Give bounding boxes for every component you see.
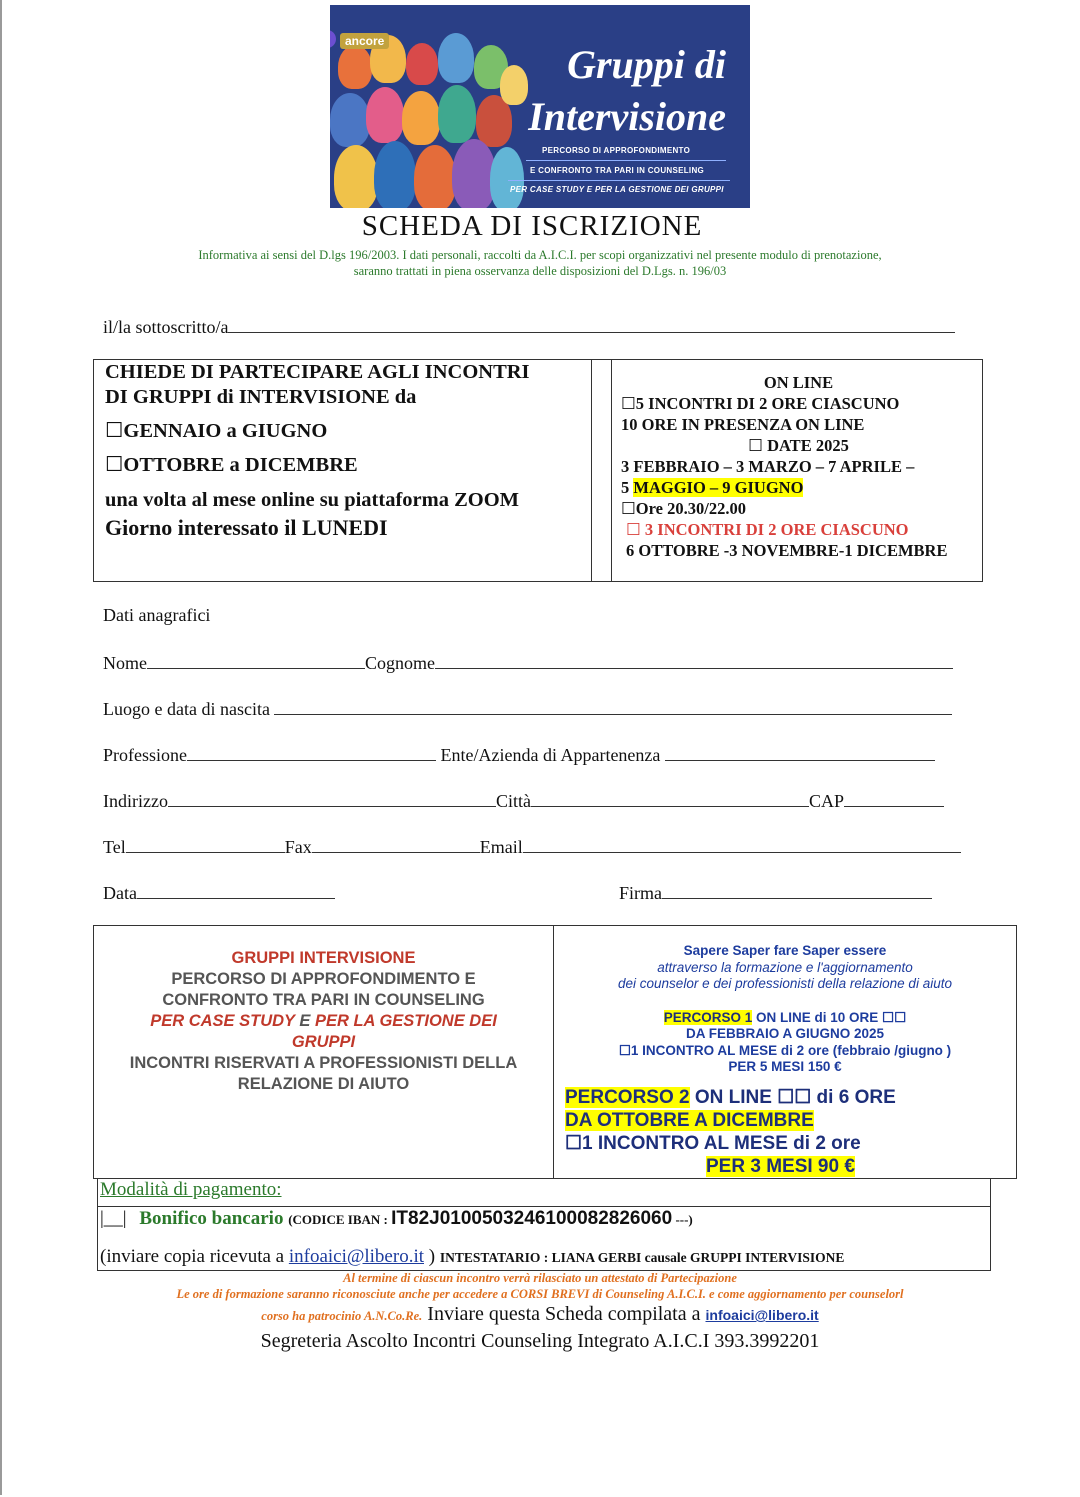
fax-input-line[interactable] [312,835,480,853]
professione-input-line[interactable] [187,743,436,761]
bank-transfer-row: |__| Bonifico bancario (CODICE IBAN : IT82J0100503246100082826060 ---) [100,1208,693,1229]
cap-input-line[interactable] [844,789,944,807]
form-title: SCHEDA DI ISCRIZIONE [361,210,703,242]
secretariat-contact: Segreteria Ascolto Incontri Counseling Integrato A.I.C.I 393.3992201 [260,1330,820,1352]
data-input-line[interactable] [137,881,335,899]
banner-subtitle-1: PERCORSO DI APPROFONDIMENTO [542,146,691,155]
divider [508,180,730,181]
ente-input-line[interactable] [665,743,935,761]
request-text: CHIEDE DI PARTECIPARE AGLI INCONTRI DI GRUPPI di INTERVISIONE da ☐GENNAIO a GIUGNO ☐OTTOBRE a DICEMBRE una volta al mese online su piattaforma ZOOM Giorno interessato il LUNEDI [105,361,530,540]
cognome-input-line[interactable] [435,651,953,669]
divider [591,360,592,581]
bonifico-checkbox[interactable]: |__| [100,1208,127,1229]
checkbox-icon[interactable]: ☐ [748,436,763,455]
course-pricing: Sapere Saper fare Saper essere attraverso la formazione e l'aggiornamento dei counselor e dei professionisti della relazione di aiuto PERCORSO 1 ON LINE di 10 ORE ☐☐ DA FEBBRAIO A GIUGNO 2025 ☐1 INCONTRO AL MESE di 2 ore (febbraio /giugno ) PER 5 MESI 150 € PERCORSO 2 ON LINE ☐☐ di 6 ORE DA OTTOBRE A DICEMBRE ☐1 INCONTRO AL MESE di 2 ore PER 3 MESI 90 € [565,943,952,1177]
nome-input-line[interactable] [147,651,365,669]
iban-code: IT82J0100503246100082826060 [391,1208,673,1229]
signature-field: Firma [619,881,932,904]
luogo-input-line[interactable] [274,697,952,715]
checkbox-icon[interactable]: ☐ [626,520,641,539]
payment-title: Modalità di pagamento: [100,1179,282,1200]
date-field: Data [103,881,335,904]
banner-title: Gruppi di Intervisione [528,42,726,139]
request-box [93,359,983,582]
banner-subtitle-3: PER CASE STUDY E PER LA GESTIONE DEI GRUPPI [510,185,724,194]
email-input-line[interactable] [523,835,961,853]
option-gennaio-giugno[interactable]: ☐GENNAIO a GIUGNO [105,420,328,442]
banner-subtitle-2: E CONFRONTO TRA PARI IN COUNSELING [530,166,705,175]
payment-box [97,1178,991,1271]
receipt-row: (inviare copia ricevuta a infoaici@libero.it ) INTESTATARIO : LIANA GERBI causale GRUPPI INTERVISIONE [100,1246,845,1267]
firma-input-line[interactable] [662,881,932,899]
attestato-note: Al termine di ciascun incontro verrà rilasciato un attestato di Partecipazione [343,1271,737,1285]
option-ottobre-dicembre[interactable]: ☐OTTOBRE a DICEMBRE [105,454,358,476]
send-email-link[interactable]: infoaici@libero.it [705,1307,819,1323]
divider [611,360,612,581]
address-row: Indirizzo Città CAP [103,789,944,812]
anagrafica-heading: Dati anagrafici [103,605,211,625]
name-row: Nome Cognome [103,651,953,674]
training-hours-note: Le ore di formazione saranno riconosciute anche per accedere a CORSI BREVI di Counseling A.I.C.I. e come aggiornamento per counselorl [176,1287,904,1301]
signer-input-line[interactable] [228,315,955,333]
birth-row: Luogo e data di nascita [103,697,952,720]
divider [526,160,726,161]
course-details-box [93,925,1017,1179]
divider [98,1206,990,1207]
citta-input-line[interactable] [531,789,809,807]
checkbox-icon[interactable]: ☐ [105,420,124,442]
email-link[interactable]: infoaici@libero.it [288,1246,424,1267]
contact-row: Tel Fax Email [103,835,961,858]
indirizzo-input-line[interactable] [168,789,496,807]
checkbox-icon[interactable]: ☐ [621,394,636,413]
tel-input-line[interactable] [126,835,285,853]
checkbox-icon[interactable]: ☐ [105,454,124,476]
send-form-row: corso ha patrocinio A.N.Co.Re. Inviare questa Scheda compilata a infoaici@libero.it [261,1303,819,1325]
request-schedule: ON LINE ☐5 INCONTRI DI 2 ORE CIASCUNO 10 ORE IN PRESENZA ON LINE ☐ DATE 2025 3 FEBBRAIO – 3 MARZO – 7 APRILE – 5 MAGGIO – 9 GIUGNO ☐Ore 20.30/22.00 ☐ 3 INCONTRI DI 2 ORE CIASCUNO 6 OTTOBRE -3 NOVEMBRE-1 DICEMBRE [621,373,948,560]
profession-row: Professione Ente/Azienda di Appartenenza [103,743,935,766]
signer-field[interactable]: il/la sottoscritto/a [103,315,955,338]
course-description: GRUPPI INTERVISIONE PERCORSO DI APPROFONDIMENTO E CONFRONTO TRA PARI IN COUNSELING PER CASE STUDY E PER LA GESTIONE DEI GRUPPI INCONTRI RISERVATI A PROFESSIONISTI DELLA RELAZIONE DI AIUTO [129,949,518,1093]
privacy-notice: Informativa ai sensi del D.lgs 196/2003. I dati personali, raccolti da A.I.C.I. per scopi organizzativi nel presente modulo di prenotazione, saranno trattati in piena osservanza delle disposizioni del D.Lgs. n. 196/03 [198,248,882,278]
checkbox-icon[interactable]: ☐ [621,499,636,518]
ancore-logo: ancore [340,33,389,49]
header-banner-image [330,5,750,208]
